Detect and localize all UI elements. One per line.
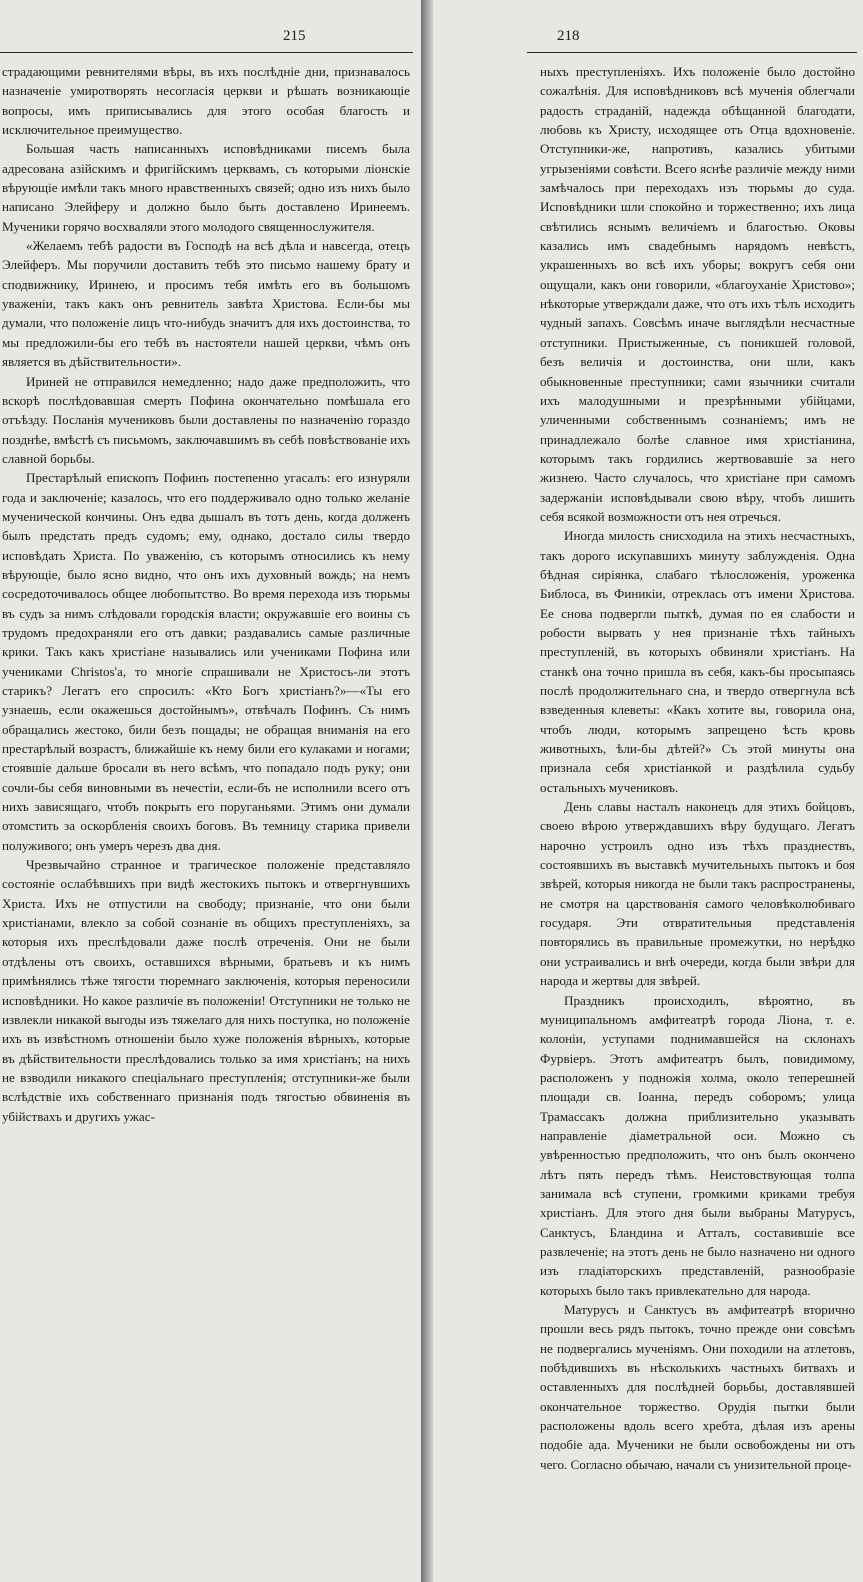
left-page	[0, 0, 421, 1582]
page-number: 215	[283, 28, 306, 44]
page-number: 218	[557, 28, 580, 44]
header-rule	[527, 52, 857, 53]
paragraph: Праздникъ происходилъ, вѣроятно, въ муниципальномъ амфитеатрѣ города Ліона, т. е. колоніи, уступами поднимавшейся на склонахъ Фурвіеръ. Этотъ амфитеатръ былъ, повидимому, расположенъ у подножія холма, около теперешней площади св. Іоанна, передъ соборомъ; улица Трамассакъ должна приблизительно указывать направленіе діаметральной оси. Можно съ увѣренностью предположить, что онъ былъ окончено лѣтъ пять передъ тѣмъ. Неистовствующая толпа занимала всѣ ступени, громкими криками требуя христіанъ. Для этого дня были выбраны Матурусъ, Санктусъ, Бландина и Атталъ, составившіе все развлеченіе; на этотъ день не было назначено ни одного изъ гладіаторскихъ представленій, разнообразіе которыхъ было такъ привлекательно для народа.	[540, 992, 855, 1298]
paragraph: Престарѣлый епископъ Пофинъ постепенно угасалъ: его изнуряли года и заключеніе; казалось, что его поддерживало одно только желаніе мученической кончины. Онъ едва дышалъ въ тотъ день, когда долженъ былъ предстать предъ судомъ; ему, однако, достало силы твердо исповѣдать Христа. По уваженію, съ которымъ относились къ нему вѣрующіе, было ясно видно, что онъ ихъ духовный вождь; на немъ сосредоточивалось общее любопытство. Во время перехода изъ тюрьмы въ судъ за нимъ слѣдовали городскія власти; окружавшіе его воины съ трудомъ предохраняли его отъ давки; раздавались самые различные крики. Такъ какъ христіане назывались или учениками Пофина или учениками Christos'а, то многіе спрашивали не Христосъ-ли этотъ старикъ? Легатъ его спросилъ: «Кто Богъ христіанъ?»—«Ты его узнаешь, если окажешься достойнымъ», отвѣчалъ Пофинъ. Съ нимъ обращались жестоко, били безъ пощады; не обращая вниманія на его престарѣлый возрастъ, ближайшіе къ нему били его кулаками и ногами; стоявшіе дальше бросали въ него всѣмъ, что попадало подъ руку; они сочли-бы себя виновными въ нечестіи, если-бъ не исполнили всего отъ нихъ зависящаго, чтобъ покрыть его поруганьями. Этимъ они думали отомстить за оскорбленія своихъ боговъ. Въ темницу старика привели полуживого; онъ умеръ черезъ два дня.	[2, 470, 410, 853]
right-page	[433, 0, 863, 1582]
paragraph: Матурусъ и Санктусъ въ амфитеатрѣ вторично прошли весь рядъ пытокъ, точно прежде они совсѣмъ не подвергались мученіямъ. Они походили на атлетовъ, побѣдившихъ въ нѣсколькихъ частныхъ битвахъ и оставленныхъ для послѣдней борьбы, доставлявшей окончательное торжество. Орудія пытки были расположены вдоль всего хребта, дѣлая изъ арены подобіе ада. Мученики не были освобождены ни отъ чего. Согласно обычаю, начали съ унизительной проце-	[540, 1302, 855, 1472]
paragraph: День славы насталъ наконецъ для этихъ бойцовъ, своею вѣрою утверждавшихъ вѣру будущаго. Легатъ нарочно устроилъ одно изъ тѣхъ празднествъ, состоявшихъ въ выставкѣ мучительныхъ пытокъ и боя звѣрей, которыя никогда не были такъ распространены, не смотря на царствованія самого человѣколюбиваго государя. Эти отвратительныя представленія повторялись въ правильные промежутки, но нерѣдко они устраивались и внѣ очереди, когда были звѣри для народа и жертвы для звѣрей.	[540, 799, 855, 989]
paragraph: Ириней не отправился немедленно; надо даже предположить, что вскорѣ послѣдовавшая смерть Пофина окончательно помѣшала его отъѣзду. Посланія мучениковъ были доставлены по назначенію гораздо позднѣе, вмѣстѣ съ письмомъ, заключавшимъ въ себѣ повѣствованіе ихъ славной борьбы.	[2, 373, 410, 466]
body-text	[2, 62, 410, 1126]
paragraph: Чрезвычайно странное и трагическое положеніе представляло состояніе ослабѣвшихъ при видѣ жестокихъ пытокъ и отвергнувшихъ Христа. Ихъ не отпустили на свободу; признаніе, что они были христіанами, влекло за собой сознаніе въ общихъ преступленіяхъ, за которыя ихъ преслѣдовали даже послѣ отреченія. Они не были отдѣлены отъ своихъ, оставшихся вѣрными, братьевъ и къ нимъ примѣнялись тѣже тягости тюремнаго заключенія, которыя переносили исповѣдники. Но какое различіе въ положеніи! Отступники не только не извлекли никакой выгоды изъ тяжелаго для нихъ поступка, но положеніе ихъ въ извѣстномъ отношеніи было хуже положенія вѣрныхъ, которые въ дѣйствительности преслѣдовались только за имя христіанъ; на нихъ не взводили никакого спеціальнаго преступленія; отступники-же были вслѣдствіе ихъ собственнаго признанія подъ тягостью обвиненія въ убійствахъ и другихъ ужас-	[2, 857, 410, 1124]
header-rule	[0, 52, 413, 53]
body-text	[540, 62, 855, 1474]
paragraph: «Желаемъ тебѣ радости въ Господѣ на всѣ дѣла и навсегда, отецъ Элейферъ. Мы поручили доставить тебѣ это письмо нашему брату и сподвижнику, Иринею, и просимъ тебя имѣть его въ большомъ уваженіи, такъ какъ онъ ревнитель завѣта Христова. Если-бы мы думали, что положеніе лицъ что-нибудь значитъ для ихъ достоинства, то мы предложили-бы его тебѣ въ настоятели нашей церкви, чѣмъ онъ является въ дѣйствительности».	[2, 238, 410, 370]
paragraph: страдающими ревнителями вѣры, въ ихъ послѣдніе дни, признавалось назначеніе умиротворять несогласія церкви и рѣшать возникающіе вопросы, имъ приписывались для этого особая благость и исключительное преимущество.	[2, 64, 410, 138]
paragraph: Иногда милость снисходила на этихъ несчастныхъ, такъ дорого искупавшихъ минуту заблужденія. Одна бѣдная сиріянка, слабаго тѣлосложенія, уроженка Библоса, въ Финикіи, отреклась отъ имени Христова. Ее снова подвергли пыткѣ, думая по ея слабости и робости вырвать у нея признаніе тѣхъ тайныхъ преступленій, въ которыхъ обвиняли христіанъ. На станкѣ она точно пришла въ себя, какъ-бы просыпаясь послѣ продолжительнаго сна, и твердо отвергнула всѣ взведенныя клеветы: «Какъ хотите вы, говорила она, чтобъ люди, которымъ запрещено ѣсть кровь животныхъ, ѣли-бы дѣтей?» Съ этой минуты она признала себя христіанкой и раздѣлила судьбу остальныхъ мучениковъ.	[540, 528, 855, 795]
paragraph: Большая часть написанныхъ исповѣдниками писемъ была адресована азійскимъ и фригійскимъ церквамъ, съ которыми ліонскіе вѣрующіе имѣли такъ много нравственныхъ связей; одно изъ нихъ было написано Элейферу и должно было быть доставлено Иринеемъ. Мученики горячо восхваляли этого молодого священнослужителя.	[2, 141, 410, 234]
paragraph: ныхъ преступленіяхъ. Ихъ положеніе было достойно сожалѣнія. Для исповѣдниковъ всѣ мученія облегчали радость страданій, надежда обѣщанной благодати, любовь къ Христу, исходящее отъ Отца вдохновеніе. Отступники-же, напротивъ, казались убитыми угрызеніями совѣсти. Всего яснѣе различіе между ними замѣчалось при переходахъ изъ тюрьмы до суда. Исповѣдники шли спокойно и торжественно; ихъ лица свѣтились яснымъ величіемъ и благостью. Оковы казались имъ свадебнымъ нарядомъ невѣстъ, украшенныхъ во всѣ ихъ уборы; вокругъ себя они ощущали, какъ они говорили, «благоуханіе Христово»; нѣкоторые утверждали даже, что отъ ихъ тѣлъ исходитъ чудный запахъ. Совсѣмъ иначе выглядѣли несчастные отступники. Пристыженные, съ поникшей головой, безъ величія и достоинства, они шли, какъ обыкновенные преступники; сами язычники считали ихъ малодушными и презрѣнными убійцами, уличенными собственнымъ сознаніемъ; имъ не принадлежало болѣе славное имя христіанина, которымъ такъ гордились жертвовавшіе за него жизнею. Часто случалось, что христіане при самомъ задержаніи исповѣдывали свою вѣру, чтобъ лишить себя всякой возможности отъ нея отречься.	[540, 64, 855, 524]
book-gutter	[421, 0, 433, 1582]
